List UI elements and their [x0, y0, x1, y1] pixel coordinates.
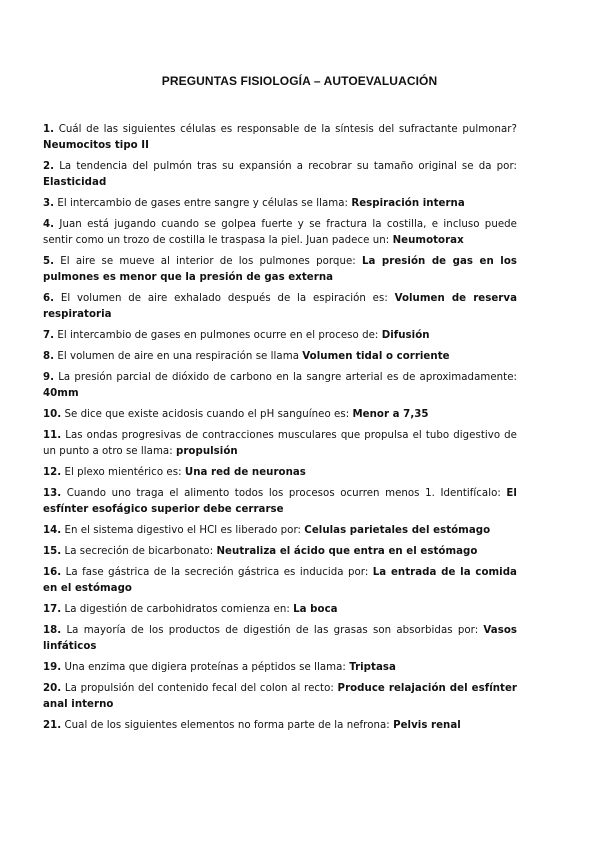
- question-number: 10.: [43, 409, 62, 420]
- question-item: [43, 565, 517, 597]
- question-item: [43, 660, 517, 676]
- question-answer: Volumen tidal o corriente: [302, 351, 450, 362]
- question-answer: Neumotorax: [392, 235, 464, 246]
- question-number: 11.: [43, 430, 62, 441]
- question-item: [43, 407, 517, 423]
- question-answer: Difusión: [381, 330, 430, 341]
- question-item: [43, 486, 517, 518]
- question-number: 19.: [43, 662, 62, 673]
- question-item: [43, 196, 517, 212]
- question-answer: propulsión: [176, 446, 238, 457]
- question-answer: Una red de neuronas: [184, 467, 306, 478]
- question-text: La presión parcial de dióxido de carbono en la sangre arterial es de aproximadamente:: [58, 372, 518, 383]
- question-item: [43, 623, 517, 655]
- question-text: Se dice que existe acidosis cuando el pH sanguíneo es:: [64, 409, 350, 420]
- question-answer: Neutraliza el ácido que entra en el estómago: [216, 546, 478, 557]
- question-answer: Celulas parietales del estómago: [304, 525, 491, 536]
- question-item: [43, 681, 517, 713]
- question-text: La mayoría de los productos de digestión de las grasas son absorbidas por:: [66, 625, 479, 636]
- page-title: PREGUNTAS FISIOLOGÍA – AUTOEVALUACIÓN: [161, 74, 438, 88]
- question-answer: Elasticidad: [43, 177, 107, 188]
- question-number: 9.: [43, 372, 55, 383]
- question-number: 14.: [43, 525, 62, 536]
- question-item: [43, 428, 517, 460]
- question-number: 17.: [43, 604, 62, 615]
- question-item: [43, 370, 517, 402]
- question-number: 21.: [43, 720, 62, 731]
- question-number: 8.: [43, 351, 55, 362]
- question-number: 3.: [43, 198, 55, 209]
- question-item: [43, 159, 517, 191]
- question-text: En el sistema digestivo el HCl es liberado por:: [64, 525, 301, 536]
- question-text: El intercambio de gases entre sangre y células se llama:: [57, 198, 349, 209]
- question-number: 7.: [43, 330, 55, 341]
- question-answer: 40mm: [43, 388, 79, 399]
- question-item: [43, 254, 517, 286]
- question-text: Cual de los siguientes elementos no forma parte de la nefrona:: [64, 720, 390, 731]
- question-text: El intercambio de gases en pulmones ocurre en el proceso de:: [57, 330, 379, 341]
- question-answer: Menor a 7,35: [352, 409, 429, 420]
- question-number: 4.: [43, 219, 55, 230]
- question-answer: Respiración interna: [351, 198, 465, 209]
- question-item: [43, 465, 517, 481]
- question-item: [43, 328, 517, 344]
- question-number: 5.: [43, 256, 55, 267]
- question-answer: Produce relajación del esfínter anal interno: [43, 683, 517, 710]
- question-list: [43, 122, 517, 739]
- question-number: 18.: [43, 625, 62, 636]
- question-number: 12.: [43, 467, 62, 478]
- question-answer: Volumen de reserva respiratoria: [43, 293, 517, 320]
- question-text: El plexo mientérico es:: [64, 467, 182, 478]
- question-text: La propulsión del contenido fecal del colon al recto:: [64, 683, 334, 694]
- question-text: La fase gástrica de la secreción gástrica es inducida por:: [65, 567, 369, 578]
- question-number: 16.: [43, 567, 62, 578]
- question-number: 20.: [43, 683, 62, 694]
- question-answer: El esfínter esofágico superior debe cerrarse: [43, 488, 517, 515]
- question-text: Una enzima que digiera proteínas a péptidos se llama:: [64, 662, 346, 673]
- question-text: La secreción de bicarbonato:: [64, 546, 214, 557]
- question-text: Cuál de las siguientes células es responsable de la síntesis del sufractante pulmonar?: [58, 124, 518, 135]
- question-text: La tendencia del pulmón tras su expansión a recobrar su tamaño original se da por:: [59, 161, 517, 172]
- question-number: 13.: [43, 488, 62, 499]
- question-answer: La entrada de la comida en el estómago: [43, 567, 517, 594]
- question-item: [43, 523, 517, 539]
- question-item: [43, 718, 517, 734]
- question-item: [43, 349, 517, 365]
- question-text: Cuando uno traga el alimento todos los procesos ocurren menos 1. Identifícalo:: [66, 488, 501, 499]
- question-text: El volumen de aire en una respiración se llama: [57, 351, 299, 362]
- question-answer: Vasos linfáticos: [43, 625, 517, 652]
- question-answer: Triptasa: [349, 662, 396, 673]
- question-item: [43, 291, 517, 323]
- question-answer: Neumocitos tipo II: [43, 140, 149, 151]
- question-answer: La presión de gas en los pulmones es menor que la presión de gas externa: [43, 256, 517, 283]
- question-answer: Pelvis renal: [393, 720, 461, 731]
- question-number: 6.: [43, 293, 55, 304]
- question-text: Juan está jugando cuando se golpea fuerte y se fractura la costilla, e incluso puede sentir como un trozo de costilla le traspasa la piel. Juan padece un:: [43, 219, 517, 246]
- question-item: [43, 602, 517, 618]
- question-item: [43, 544, 517, 560]
- question-text: El volumen de aire exhalado después de la espiración es:: [60, 293, 388, 304]
- question-number: 1.: [43, 124, 55, 135]
- question-text: Las ondas progresivas de contracciones musculares que propulsa el tubo digestivo de un punto a otro se llama:: [43, 430, 517, 457]
- question-item: [43, 122, 517, 154]
- question-number: 2.: [43, 161, 55, 172]
- question-item: [43, 217, 517, 249]
- question-text: El aire se mueve al interior de los pulmones porque:: [60, 256, 356, 267]
- question-number: 15.: [43, 546, 62, 557]
- question-answer: La boca: [293, 604, 338, 615]
- question-text: La digestión de carbohidratos comienza en:: [64, 604, 290, 615]
